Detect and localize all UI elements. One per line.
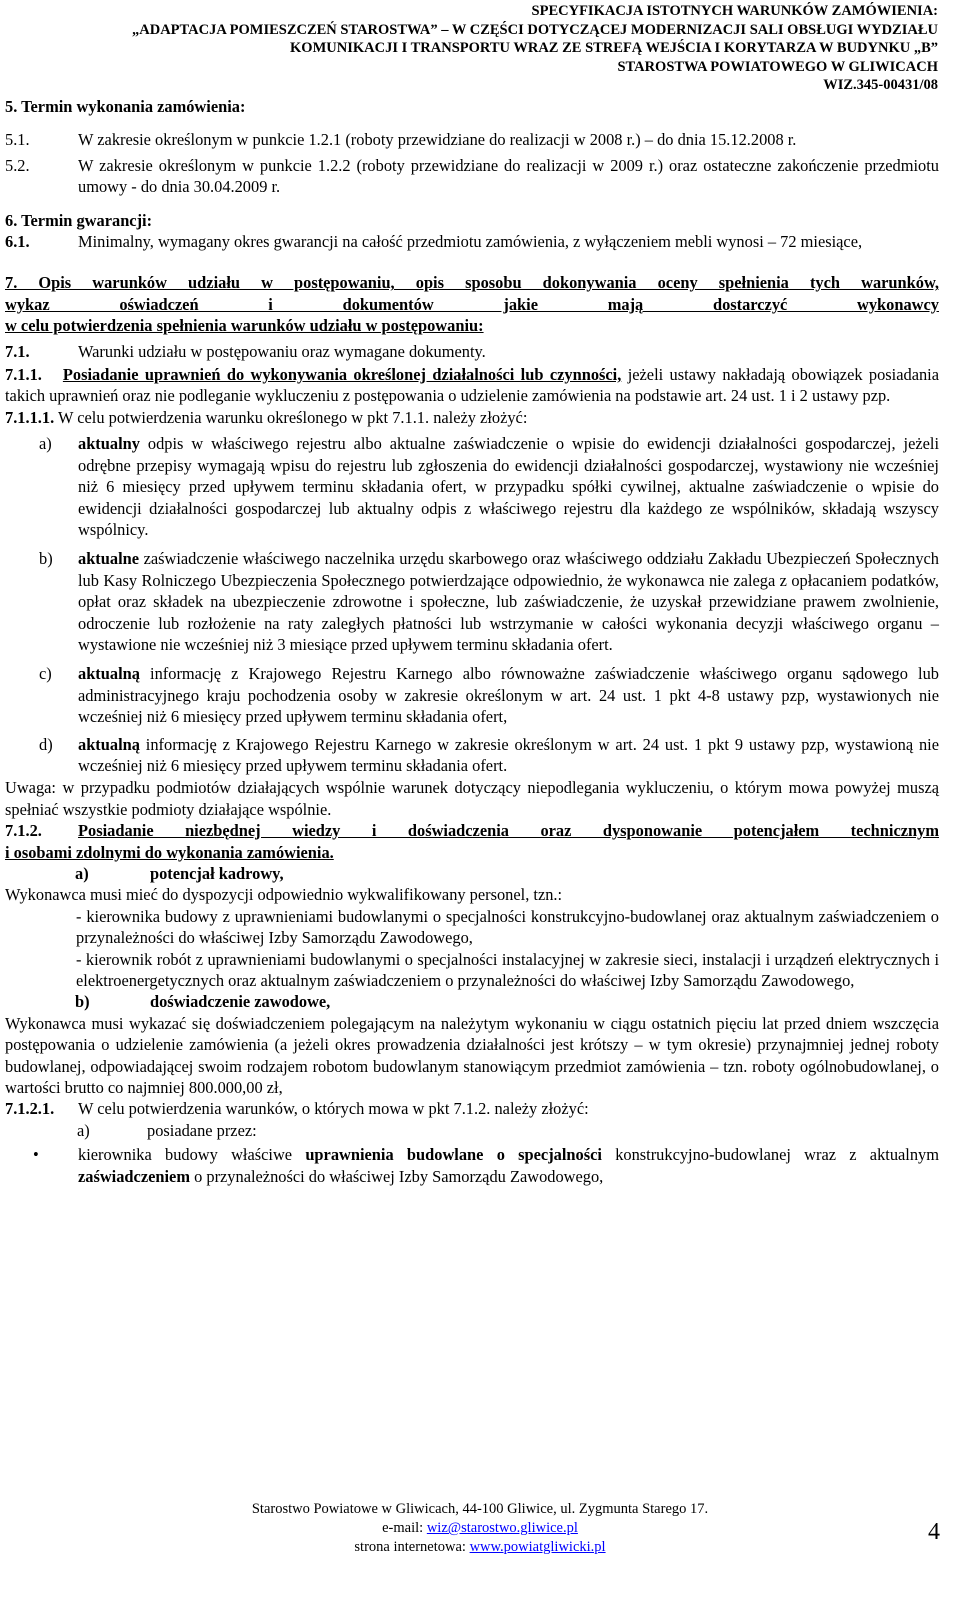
bullet-icon: •	[33, 1145, 39, 1165]
bullet-bold: zaświadczeniem	[78, 1166, 190, 1186]
item-5-2	[5, 155, 939, 198]
sub-title: doświadczenie zawodowe,	[150, 992, 331, 1012]
list-text: zaświadczenie właściwego naczelnika urzędu skarbowego oraz właściwego oddziału Zakładu Ubezpieczeń Społecznych lub Kasy Rolniczego Ubezpieczenia Społecznego potwierdzające odpowiednio, że wykonawca nie zalega z opłacaniem podatków, opłat oraz składek na ubezpieczenie zdrowotne i społeczne, lub zaświadczenie, że uzyskał przewidziane prawem zwolnienie, odroczenie lub rozłożenie na raty zaległych płatności lub wstrzymanie w całości wykonania decyzji właściwego organu – wystawione nie wcześniej niż 3 miesiące przed upływem terminu składania ofert.	[78, 549, 939, 654]
item-text: W zakresie określonym w punkcie 1.2.1 (roboty przewidziane do realizacji w 2008 r.) – do dnia 15.12.2008 r.	[78, 130, 797, 150]
bullet-text: o przynależności do właściwej Izby Samorządu Zawodowego,	[189, 1166, 604, 1186]
document-header	[132, 2, 938, 95]
sub-label: a)	[77, 1120, 90, 1140]
item-number: 6.1.	[5, 232, 30, 252]
bullet-bold: uprawnienia budowlane o specjalności	[305, 1145, 602, 1165]
item-text: Minimalny, wymagany okres gwarancji na całość przedmiotu zamówienia, z wyłączeniem mebli wynosi – 72 miesiące,	[78, 232, 863, 252]
subheading-b	[5, 991, 939, 1012]
header-ref-number: WIZ.345-00431/08	[823, 77, 938, 93]
subitem-a	[5, 1120, 939, 1141]
bullet-text: kierownika budowy właściwe	[78, 1145, 306, 1165]
footer-www-label: strona internetowa:	[354, 1539, 470, 1555]
document-footer	[0, 1500, 960, 1557]
list-item	[5, 433, 939, 540]
item-heading-continued	[5, 842, 939, 863]
section-7-title-line-2	[5, 294, 939, 315]
header-line: STAROSTWA POWIATOWEGO W GLIWICACH	[617, 58, 938, 75]
item-heading: Posiadanie niezbędnej wiedzy i doświadczenia oraz dysponowanie potencjałem technicznym	[78, 821, 939, 841]
list-bold: aktualne	[78, 549, 140, 569]
item-7-1	[5, 341, 939, 362]
item-text: W celu potwierdzenia warunku określonego w pkt 7.1.1. należy złożyć:	[54, 407, 528, 427]
item-7-1-1-1	[5, 407, 939, 428]
footer-email-label: e-mail:	[382, 1520, 427, 1536]
item-7-1-2-1	[5, 1098, 939, 1119]
list-label: d)	[39, 734, 53, 754]
section-7-title-line-3	[5, 315, 939, 336]
list-text: informację z Krajowego Rejestru Karnego albo równoważne zaświadczenie właściwego organu sądowego lub administracyjnego kraju pochodzenia osoby w zakresie określonym w art. 24 ust. 1 pkt 4-8 ustawy pzp, wystawionych nie wcześniej niż 6 miesięcy przed upływem terminu składania ofert,	[78, 664, 939, 727]
list-label: c)	[39, 664, 52, 684]
item-text: W celu potwierdzenia warunków, o których mowa w pkt 7.1.2. należy złożyć:	[78, 1099, 589, 1119]
list-bold: aktualny	[78, 434, 140, 454]
item-text: Warunki udziału w postępowaniu oraz wymagane dokumenty.	[78, 341, 486, 361]
note-paragraph: Uwaga: w przypadku podmiotów działających wspólnie warunek dotyczący niepodlegania wykluczeniu, o którym mowa powyżej muszą spełniać wszystkie podmioty działające wspólnie.	[5, 778, 939, 819]
item-6-1	[5, 231, 939, 252]
item-number: 7.1.	[5, 341, 30, 361]
item-text: W zakresie określonym w punkcie 1.2.2 (roboty przewidziane do realizacji w 2009 r.) oraz ostateczne zakończenie przedmiotu umowy - do dnia 30.04.2009 r.	[78, 155, 939, 197]
section-7-title-line: w celu potwierdzenia spełnienia warunków udziału w postępowaniu:	[5, 316, 484, 336]
website-link[interactable]: www.powiatgliwicki.pl	[469, 1539, 606, 1555]
bullet-item	[5, 1144, 939, 1187]
section-7-title-line: 7. Opis warunków udziału w postępowaniu, opis sposobu dokonywania oceny spełnienia tych warunków,	[5, 273, 939, 293]
item-7-1-2	[5, 820, 939, 841]
header-line: SPECYFIKACJA ISTOTNYCH WARUNKÓW ZAMÓWIENIA:	[531, 3, 938, 19]
item-number: 7.1.2.1.	[5, 1099, 55, 1119]
section-7-title-line: wykaz oświadczeń i dokumentów jakie mają dostarczyć wykonawcy	[5, 294, 939, 314]
sub-label: a)	[75, 864, 89, 883]
document-body	[5, 96, 939, 1187]
list-item	[5, 663, 939, 727]
header-line: KOMUNIKACJI I TRANSPORTU WRAZ ZE STREFĄ WEJŚCIA I KORYTARZA W BUDYNKU „B”	[290, 40, 938, 56]
section-6-title: 6. Termin gwarancji:	[5, 210, 153, 230]
item-number: 5.2.	[5, 155, 30, 175]
list-item	[5, 734, 939, 777]
list-label: a)	[39, 434, 52, 454]
item-text: jeżeli ustawy nakładają obowiązek posiadania takich uprawnień oraz nie podleganie wykluczeniu z postępowania o udzielenie zamówienia na podstawie art. 24 ust. 1 i 2 ustawy pzp.	[5, 365, 940, 406]
subheading-a	[5, 863, 939, 884]
dash-item: - kierownika budowy z uprawnieniami budowlanymi o specjalności konstrukcyjno-budowlanej oraz aktualnym zaświadczeniem o przynależności do właściwej Izby Samorządu Zawodowego,	[76, 906, 939, 948]
item-heading: i osobami zdolnymi do wykonania zamówienia.	[5, 842, 334, 862]
section-5-title: 5. Termin wykonania zamówienia:	[5, 97, 246, 116]
sub-title: potencjał kadrowy,	[150, 864, 284, 883]
item-heading: Posiadanie uprawnień do wykonywania określonej działalności lub czynności,	[62, 365, 622, 385]
list-item	[5, 548, 939, 655]
section-7-title	[5, 272, 939, 293]
sub-label: b)	[75, 992, 90, 1012]
list-text: odpis w właściwego rejestru albo aktualne zaświadczenie o wpisie do ewidencji działalności gospodarczej, jeżeli odrębne przepisy wymagają wpisu do rejestru lub zgłoszenia do ewidencji działalności gospodarczej, wystawiony nie wcześniej niż 6 miesięcy przed upływem terminu składania ofert, w przypadku spółki cywilnej, aktualne zaświadczenie o wpisie do ewidencji działalności gospodarczej lub aktualny odpis z właściwego rejestru dla każdego ze wspólników, składają wszyscy wspólnicy.	[78, 434, 939, 539]
list-label: b)	[39, 549, 53, 569]
footer-address: Starostwo Powiatowe w Gliwicach, 44-100 Gliwice, ul. Zygmunta Starego 17.	[251, 1501, 709, 1517]
bullet-text: konstrukcyjno-budowlanej wraz z aktualnym	[601, 1145, 939, 1165]
item-5-1	[5, 129, 939, 150]
dash-item: - kierownik robót z uprawnieniami budowlanymi o specjalności instalacyjnej w zakresie sieci, instalacji i urządzeń elektrycznych i elektroenergetycznych oraz aktualnym zaświadczeniem o przynależności do właściwej Izby Samorządu Zawodowego,	[76, 949, 939, 991]
item-number: 5.1.	[5, 130, 30, 150]
header-line: „ADAPTACJA POMIESZCZEŃ STAROSTWA” – W CZĘŚCI DOTYCZĄCEJ MODERNIZACJI SALI OBSŁUGI WYDZIAŁU	[132, 21, 938, 38]
paragraph: Wykonawca musi wykazać się doświadczeniem polegającym na należytym wykonaniu w ciągu ostatnich pięciu lat przed dniem wszczęcia postępowania o udzielenie zamówienia (a jeżeli okres prowadzenia działalności jest krótszy – w tym okresie) przynajmniej jednej roboty budowlanej, odpowiadającej swoim rodzajem robotom budowlanym stanowiącym przedmiot zamówienia – tzn. roboty ogólnobudowlanej, o wartości brutto co najmniej 800.000,00 zł,	[5, 1013, 939, 1098]
item-number: 7.1.1.1.	[5, 407, 55, 427]
item-number: 7.1.2.	[5, 821, 42, 841]
list-bold: aktualną	[78, 664, 140, 684]
item-7-1-1	[5, 364, 939, 407]
list-bold: aktualną	[78, 734, 140, 754]
page-number: 4	[928, 1519, 940, 1545]
sub-text: posiadane przez:	[147, 1120, 257, 1140]
paragraph: Wykonawca musi mieć do dyspozycji odpowiednio wykwalifikowany personel, tzn.:	[5, 885, 563, 905]
footer-www-line	[0, 1538, 960, 1557]
list-text: informację z Krajowego Rejestru Karnego w zakresie określonym w art. 24 ust. 1 pkt 9 ustawy pzp, wystawioną nie wcześniej niż 6 miesięcy przed upływem terminu składania ofert.	[78, 734, 939, 775]
item-number: 7.1.1.	[5, 365, 42, 385]
footer-email-line	[0, 1519, 960, 1538]
email-link[interactable]: wiz@starostwo.gliwice.pl	[426, 1520, 578, 1536]
